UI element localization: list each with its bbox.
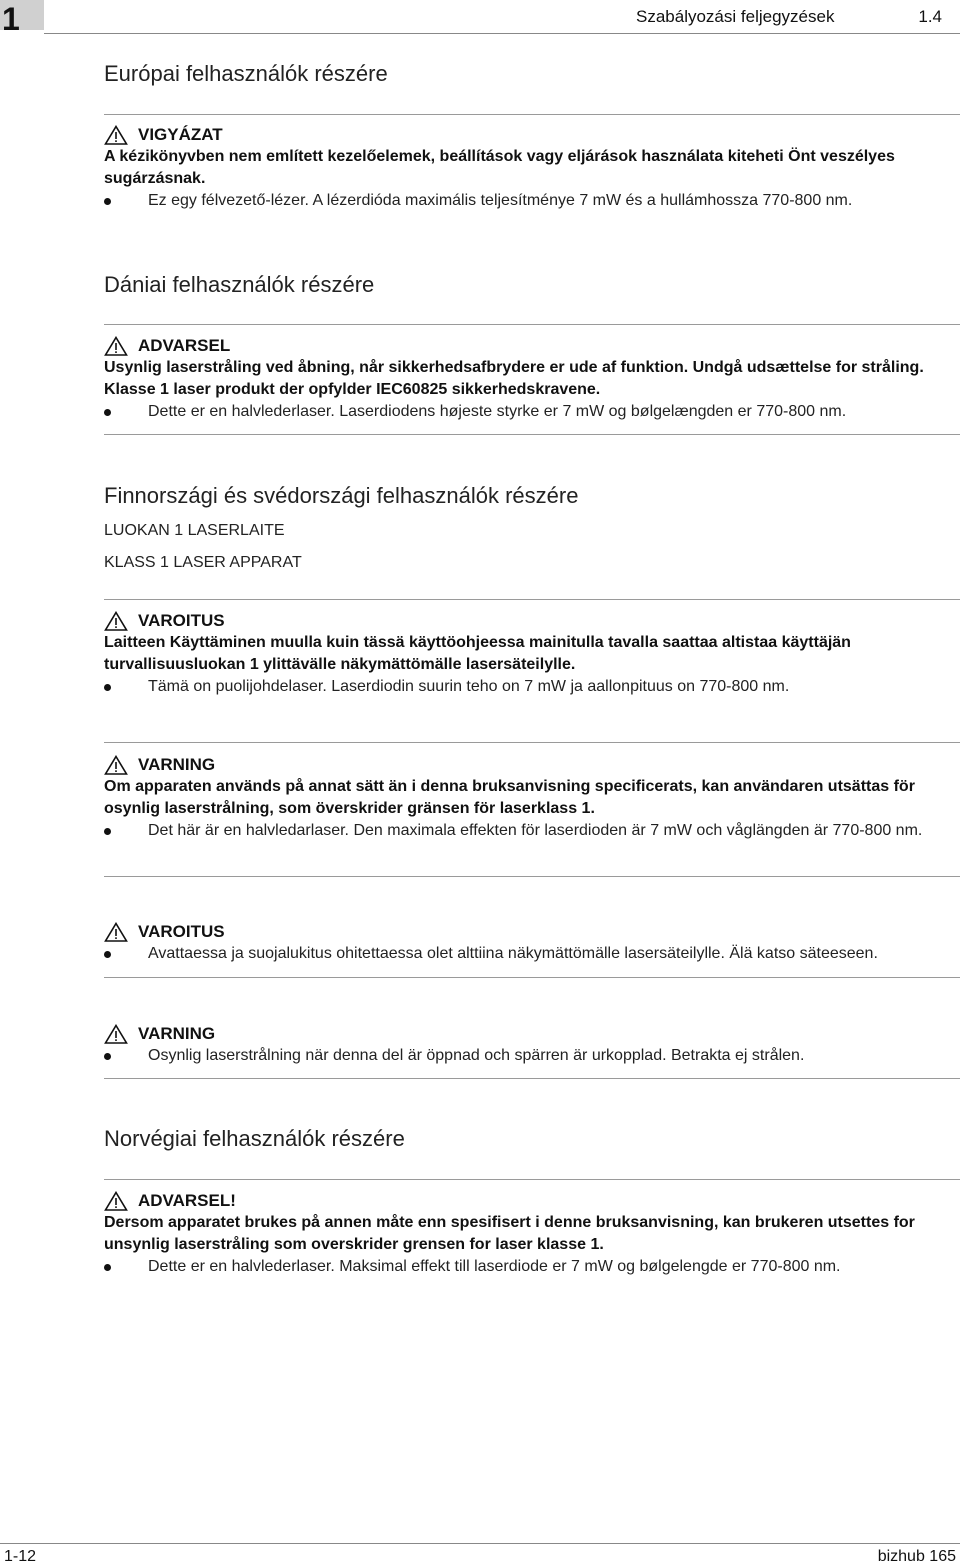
divider <box>104 977 960 978</box>
warning-text: A kézikönyvben nem említett kezelőelemek, beállítások vagy eljárások használata kiteheti Önt veszélyes sugárzásnak. <box>104 148 895 187</box>
bullet-text: Avattaessa ja suojalukitus ohitettaessa olet alttiina näkymättömälle lasersäteilylle. Älä katso säteeseen. <box>148 945 878 962</box>
warning-text: Dersom apparatet brukes på annen måte enn spesifisert i denne bruksanvisning, kan brukeren utsettes for unsynlig laserstråling som overskrider grensen for laser klasse 1. <box>104 1214 915 1253</box>
divider <box>104 114 960 115</box>
warning-block-swedish-2 <box>104 1023 958 1068</box>
bullet-text: Det här är en halvledarlaser. Den maximala effekten för laserdioden är 7 mW och våglängden är 770-800 nm. <box>148 822 923 839</box>
section-heading-european: Európai felhasználók részére <box>104 61 388 86</box>
divider <box>104 324 960 325</box>
warning-triangle-icon <box>104 1191 128 1211</box>
bullet-dot <box>104 951 111 958</box>
warning-text: Usynlig laserstråling ved åbning, når sikkerhedsafbrydere er ude af funktion. Undgå udsættelse for stråling. Klasse 1 laser produkt der opfylder IEC60825 sikkerhedskravene. <box>104 359 924 398</box>
warning-label: VIGYÁZAT <box>138 125 223 144</box>
warning-block-swedish <box>104 754 958 843</box>
warning-block-european <box>104 124 958 213</box>
chapter-number: 1 <box>2 1 20 37</box>
warning-heading <box>104 1190 958 1212</box>
page-number: 1-12 <box>4 1548 37 1565</box>
bullet-dot <box>104 1264 111 1271</box>
warning-triangle-icon <box>104 1024 128 1044</box>
list-item <box>104 190 958 213</box>
divider <box>104 876 960 877</box>
warning-label: VARNING <box>138 755 216 774</box>
list-item <box>104 820 958 843</box>
warning-heading <box>104 610 958 632</box>
section-heading-finnish-swedish: Finnországi és svédországi felhasználók részére <box>104 483 579 508</box>
bullet-text: Osynlig laserstrålning när denna del är öppnad och spärren är urkopplad. Betrakta ej strålen. <box>148 1047 805 1064</box>
warning-label: ADVARSEL! <box>138 1191 236 1210</box>
bullet-text: Ez egy félvezető-lézer. A lézerdióda maximális teljesítménye 7 mW és a hullámhossza 770-800 nm. <box>148 192 853 209</box>
product-name: bizhub 165 <box>877 1548 956 1565</box>
warning-block-finnish-2 <box>104 921 958 966</box>
bullet-text: Dette er en halvlederlaser. Maksimal effekt till laserdiode er 7 mW og bølgelengde er 770-800 nm. <box>148 1258 841 1275</box>
warning-block-norwegian <box>104 1190 958 1279</box>
footer-divider <box>0 1543 960 1544</box>
header-divider <box>44 33 960 34</box>
warning-triangle-icon <box>104 336 128 356</box>
header-section-number: 1.4 <box>918 7 942 26</box>
section-heading-norwegian: Norvégiai felhasználók részére <box>104 1126 405 1151</box>
warning-label: VAROITUS <box>138 922 225 941</box>
section-heading-danish: Dániai felhasználók részére <box>104 272 375 297</box>
warning-heading <box>104 1023 958 1045</box>
warning-text: Om apparaten används på annat sätt än i denna bruksanvisning specificerats, kan användaren utsättas för osynlig laserstrålning, som överskrider gränsen för laserklass 1. <box>104 778 915 817</box>
warning-label: ADVARSEL <box>138 336 231 355</box>
warning-text: Laitteen Käyttäminen muulla kuin tässä käyttöohjeessa mainitulla tavalla saattaa altistaa käyttäjän turvallisuusluokan 1 ylittävälle näkymättömälle lasersäteilylle. <box>104 634 851 673</box>
divider <box>104 742 960 743</box>
warning-label: VARNING <box>138 1024 216 1043</box>
warning-heading <box>104 124 958 146</box>
bullet-text: Tämä on puolijohdelaser. Laserdiodin suurin teho on 7 mW ja aallonpituus on 770-800 nm. <box>148 678 790 695</box>
divider <box>104 1179 960 1180</box>
warning-triangle-icon <box>104 611 128 631</box>
list-item <box>104 401 958 424</box>
bullet-dot <box>104 1053 111 1060</box>
bullet-dot <box>104 828 111 835</box>
divider <box>104 599 960 600</box>
warning-triangle-icon <box>104 125 128 145</box>
warning-block-finnish <box>104 610 958 699</box>
warning-block-danish <box>104 335 958 424</box>
divider <box>104 1078 960 1079</box>
header-title: Szabályozási feljegyzések <box>636 7 835 26</box>
list-item <box>104 1045 958 1068</box>
bullet-dot <box>104 198 111 205</box>
divider <box>104 434 960 435</box>
warning-triangle-icon <box>104 922 128 942</box>
list-item <box>104 1256 958 1279</box>
warning-heading <box>104 335 958 357</box>
bullet-dot <box>104 409 111 416</box>
laser-class-line-sv: KLASS 1 LASER APPARAT <box>104 554 302 571</box>
warning-heading <box>104 921 958 943</box>
warning-triangle-icon <box>104 755 128 775</box>
warning-label: VAROITUS <box>138 611 225 630</box>
warning-heading <box>104 754 958 776</box>
bullet-dot <box>104 684 111 691</box>
list-item <box>104 676 958 699</box>
laser-class-line-fi: LUOKAN 1 LASERLAITE <box>104 522 285 539</box>
list-item <box>104 943 958 966</box>
bullet-text: Dette er en halvlederlaser. Laserdiodens højeste styrke er 7 mW og bølgelængden er 770-800 nm. <box>148 403 847 420</box>
